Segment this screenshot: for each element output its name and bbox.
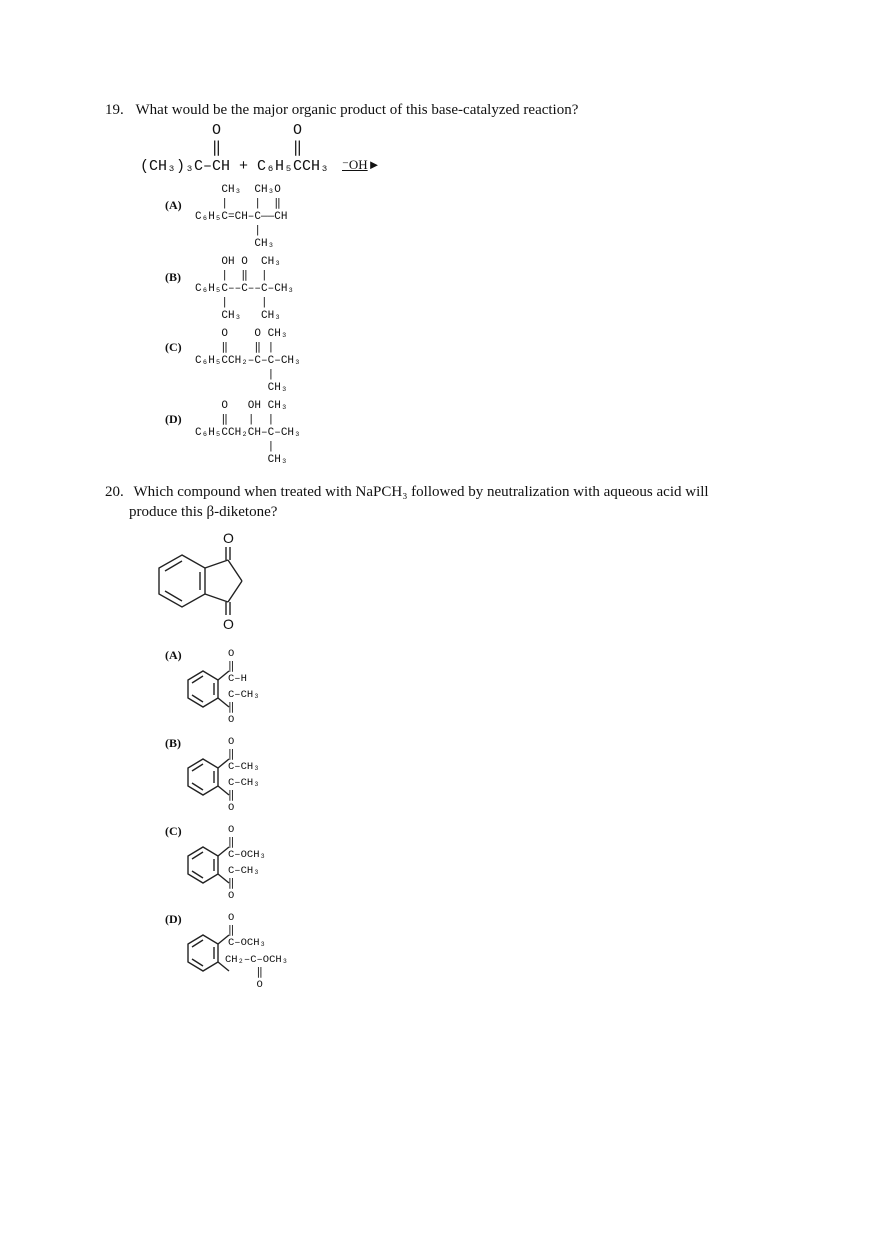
structure-main: C₆H₅CCH₂–C–C–CH₃ [195,355,301,367]
question-number: 20. [105,484,124,500]
q19-option-c[interactable] [165,328,301,396]
option-label: (A) [165,198,182,212]
structure-main: CH₂–C–OCH₃ [225,954,289,966]
question-text: What would be the major organic product of this base-catalyzed reaction? [135,102,579,118]
structure-main: C₆H₅CCH₂CH–C–CH₃ [195,427,301,439]
indandione-rings [150,530,260,635]
structure-main: C–CH₃ [228,865,260,877]
structure-main: C–OCH₃ [228,937,266,949]
structure-row: O [228,912,235,924]
structure-row: CH₃ [195,238,275,250]
question-text: Which compound when treated with NaPCH₃ followed by neutralization with aqueous acid will [133,484,709,500]
structure-row: O [228,824,235,836]
reaction-reactants: (CH₃)₃C–CH + C₆H₅CCH₃ [140,158,330,175]
structure-row: O O CH₃ [195,328,288,340]
structure-row: ‖ [228,877,235,890]
structure-row: ‖ [228,748,235,761]
structure-main: C₆H₅C––C––C–CH₃ [195,283,295,295]
carbonyl-oxygen-bottom: O [223,616,234,632]
q20-option-d[interactable] [165,912,365,992]
structure-row: | [195,440,275,453]
question-text-line2: produce this β-diketone? [129,504,278,520]
structure-row: ‖ [225,966,263,979]
carbonyl-oxygen-top: O [223,530,234,546]
structure-row: | | [195,296,268,309]
structure-row: ‖ | | [195,413,275,426]
structure-main: C–CH₃ [228,777,260,789]
structure-row: O [225,979,263,991]
structure-row: ‖ [228,789,235,802]
reaction-bond-row: ‖ ‖ [140,140,303,157]
q20-option-b[interactable] [165,736,345,816]
option-label: (B) [165,736,181,750]
option-label: (A) [165,648,182,662]
question-19 [105,100,578,120]
structure-row: CH₃ CH₃O [195,184,281,196]
structure-row: | [195,368,275,381]
structure-row: O [228,714,235,726]
reagent-label: ⁻OH [342,157,368,172]
reaction-equation [140,122,329,176]
structure-main: C–CH₃ [228,689,260,701]
option-label: (C) [165,824,182,838]
structure-row: ‖ [228,836,235,849]
structure-row: O [228,648,235,660]
structure-row: ‖ [228,924,235,937]
reaction-arrow [342,156,381,174]
option-label: (D) [165,912,182,926]
structure-row: O [228,802,235,814]
structure-row: OH O CH₃ [195,256,281,268]
reaction-top-row: O O [140,122,303,139]
structure-row: | | ‖ [195,197,281,210]
structure-main: C–H [228,673,247,685]
option-label: (D) [165,412,182,426]
structure-row: | ‖ | [195,269,268,282]
arrow-icon: ► [367,157,381,172]
question-number: 19. [105,102,124,118]
q19-option-b[interactable] [165,256,294,324]
question-20 [105,482,825,522]
structure-main: C–OCH₃ [228,849,266,861]
structure-row: ‖ [228,701,235,714]
structure-row: ‖ ‖ | [195,341,275,354]
structure-main: C–CH₃ [228,761,260,773]
structure-row: O OH CH₃ [195,400,288,412]
structure-row: CH₃ CH₃ [195,310,281,322]
beta-diketone-structure [150,530,260,635]
q20-option-a[interactable] [165,648,345,728]
structure-row: ‖ [228,660,235,673]
structure-row: CH₃ [195,382,288,394]
option-label: (B) [165,270,181,284]
q19-option-a[interactable] [165,184,287,252]
structure-row: CH₃ [195,454,288,466]
q19-option-d[interactable] [165,400,301,468]
option-label: (C) [165,340,182,354]
structure-row: | [195,224,262,237]
structure-row: O [228,890,235,902]
q20-option-c[interactable] [165,824,345,904]
structure-row: O [228,736,235,748]
structure-main: C₆H₅C=CH–C——CH [195,211,288,223]
